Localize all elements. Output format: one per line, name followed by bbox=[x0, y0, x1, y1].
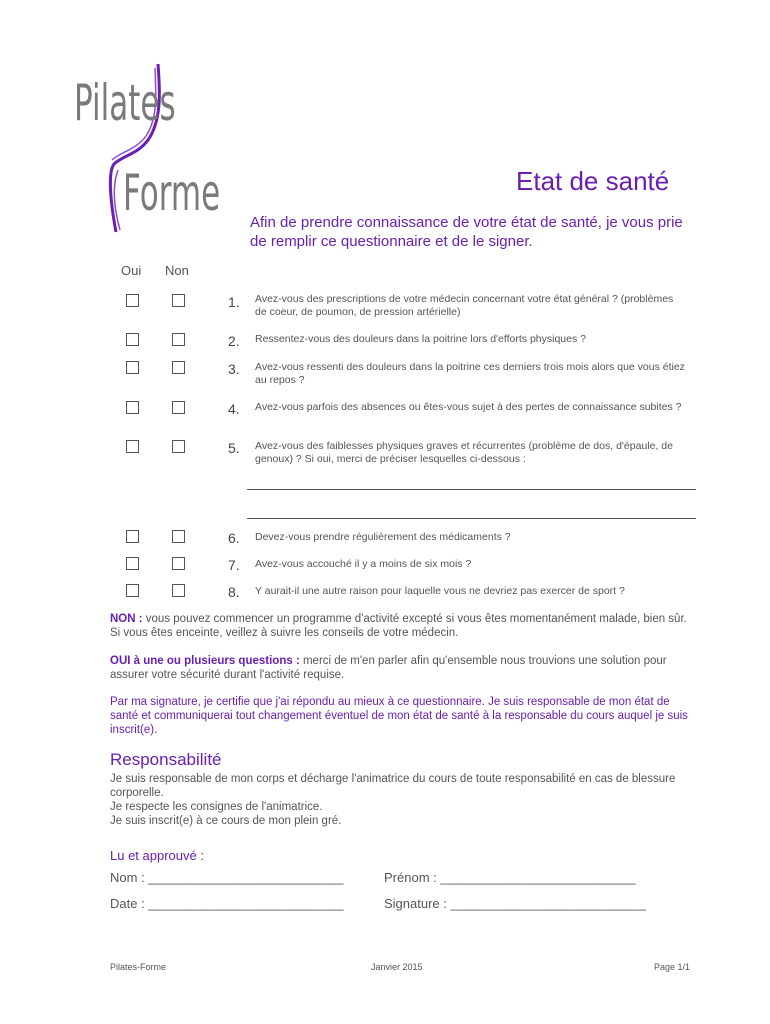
lu-et-approuve-label: Lu et approuvé : bbox=[110, 848, 204, 863]
footer-left: Pilates-Forme bbox=[110, 962, 167, 972]
checkbox-oui[interactable] bbox=[126, 440, 139, 453]
responsabilite-line: Je respecte les consignes de l'animatrice. bbox=[110, 801, 323, 813]
logo-text-pilates: Pilates bbox=[74, 74, 176, 132]
column-header-non: Non bbox=[165, 263, 189, 278]
answer-line[interactable] bbox=[247, 489, 696, 490]
question-text: Avez-vous des prescriptions de votre médecin concernant votre état général ? (problèmes de coeur, de poumon, de pression artérielle) bbox=[255, 293, 674, 318]
question-number: 8. bbox=[228, 584, 240, 600]
checkbox-oui[interactable] bbox=[126, 557, 139, 570]
non-text: vous pouvez commencer un programme d'activité excepté si vous êtes momentanément malade, bien sûr. Si vous êtes enceinte, veillez à suivre les conseils de votre médecin. bbox=[110, 613, 687, 639]
intro-text: Afin de prendre connaissance de votre état de santé, je vous prie de remplir ce questionnaire et de le signer. bbox=[250, 214, 683, 250]
checkbox-oui[interactable] bbox=[126, 294, 139, 307]
question-number: 2. bbox=[228, 333, 240, 349]
question-row bbox=[0, 399, 770, 439]
question-number: 7. bbox=[228, 557, 240, 573]
checkbox-non[interactable] bbox=[172, 584, 185, 597]
signature-field[interactable]: Signature : ___________________________ bbox=[384, 896, 646, 911]
checkbox-oui[interactable] bbox=[126, 530, 139, 543]
footer-center: Janvier 2015 bbox=[371, 962, 423, 972]
page-title: Etat de santé bbox=[516, 166, 670, 196]
checkbox-non[interactable] bbox=[172, 530, 185, 543]
checkbox-non[interactable] bbox=[172, 440, 185, 453]
checkbox-non[interactable] bbox=[172, 333, 185, 346]
question-number: 1. bbox=[228, 294, 240, 310]
question-text: Devez-vous prendre régulièrement des médicaments ? bbox=[255, 531, 511, 543]
responsabilite-line: Je suis responsable de mon corps et décharge l'animatrice du cours de toute responsabilité en cas de blessure corporelle. bbox=[110, 773, 676, 799]
logo-text-forme: Forme bbox=[123, 164, 221, 222]
date-field[interactable]: Date : ___________________________ bbox=[110, 896, 344, 911]
oui-text: merci de m'en parler afin qu'ensemble nous trouvions une solution pour assurer votre sécurité durant l'activité requise. bbox=[110, 655, 667, 681]
oui-label: OUI à une ou plusieurs questions : bbox=[110, 655, 300, 667]
checkbox-non[interactable] bbox=[172, 557, 185, 570]
checkbox-non[interactable] bbox=[172, 401, 185, 414]
checkbox-oui[interactable] bbox=[126, 333, 139, 346]
nom-field[interactable]: Nom : ___________________________ bbox=[110, 870, 344, 885]
footer-page-number: Page 1/1 bbox=[654, 962, 691, 972]
question-text: Avez-vous parfois des absences ou êtes-vous sujet à des pertes de connaissance subites ? bbox=[255, 401, 682, 413]
question-row bbox=[0, 438, 770, 478]
question-number: 6. bbox=[228, 530, 240, 546]
non-paragraph bbox=[110, 612, 700, 640]
answer-line[interactable] bbox=[247, 518, 696, 519]
question-number: 3. bbox=[228, 361, 240, 377]
question-text: Ressentez-vous des douleurs dans la poitrine lors d'efforts physiques ? bbox=[255, 333, 586, 345]
oui-paragraph bbox=[110, 654, 700, 682]
signature-paragraph: Par ma signature, je certifie que j'ai répondu au mieux à ce questionnaire. Je suis responsable de mon état de santé et communiquerai tout changement éventuel de mon état de santé à la responsable du cours auquel je suis inscrit(e). bbox=[110, 696, 688, 736]
checkbox-oui[interactable] bbox=[126, 584, 139, 597]
checkbox-oui[interactable] bbox=[126, 361, 139, 374]
question-number: 4. bbox=[228, 401, 240, 417]
question-text: Avez-vous accouché il y a moins de six mois ? bbox=[255, 558, 472, 570]
checkbox-non[interactable] bbox=[172, 294, 185, 307]
non-label: NON : bbox=[110, 613, 143, 625]
question-text: Y aurait-il une autre raison pour laquelle vous ne devriez pas exercer de sport ? bbox=[255, 585, 625, 597]
question-number: 5. bbox=[228, 440, 240, 456]
column-header-oui: Oui bbox=[121, 263, 142, 278]
question-text: Avez-vous des faiblesses physiques graves et récurrentes (problème de dos, d'épaule, de genoux) ? Si oui, merci de préciser lesquelles ci-dessous : bbox=[255, 440, 673, 465]
question-row bbox=[0, 292, 770, 332]
checkbox-oui[interactable] bbox=[126, 401, 139, 414]
prenom-field[interactable]: Prénom : ___________________________ bbox=[384, 870, 636, 885]
section-title-responsabilite: Responsabilité bbox=[110, 750, 222, 769]
question-row bbox=[0, 359, 770, 399]
checkbox-non[interactable] bbox=[172, 361, 185, 374]
responsabilite-line: Je suis inscrit(e) à ce cours de mon plein gré. bbox=[110, 815, 342, 827]
question-text: Avez-vous ressenti des douleurs dans la poitrine ces derniers trois mois alors que vous étiez au repos ? bbox=[255, 361, 685, 386]
responsabilite-text bbox=[110, 772, 710, 828]
